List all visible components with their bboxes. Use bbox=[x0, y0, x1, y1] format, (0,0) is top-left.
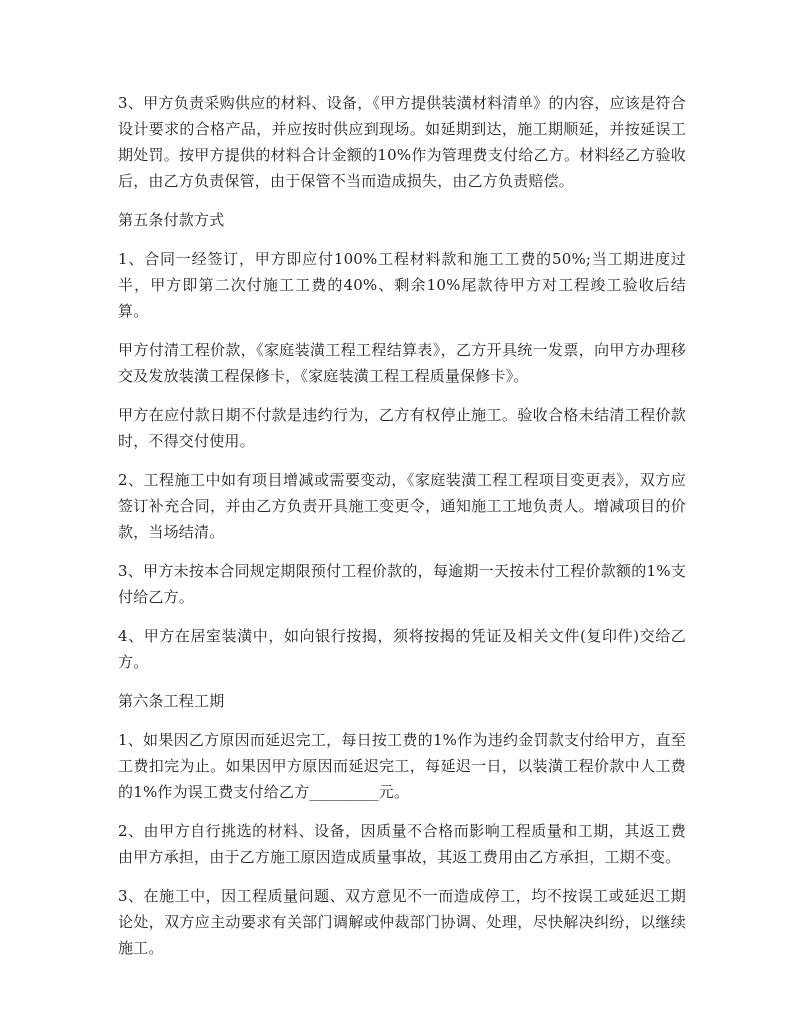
paragraph-delay-penalty: 1、如果因乙方原因而延迟完工，每日按工费的1%作为违约金罚款支付给甲方，直至工费扣完为止。如果因甲方原因而延迟完工，每延迟一日，以装潢工程价款中人工费的1%作为误工费支付给乙方_________元。 bbox=[118, 731, 686, 801]
paragraph-late-payment: 甲方在应付款日期不付款是违约行为，乙方有权停止施工。验收合格未结清工程价款时，不得交付使用。 bbox=[118, 406, 686, 450]
section-heading-payment: 第五条付款方式 bbox=[118, 211, 225, 229]
paragraph-settlement: 甲方付清工程价款，《家庭装潢工程工程结算表》，乙方开具统一发票，向甲方办理移交及发放装潢工程保修卡，《家庭装潢工程工程质量保修卡》。 bbox=[118, 341, 686, 385]
section-heading-schedule: 第六条工程工期 bbox=[118, 692, 225, 710]
paragraph-change-order: 2、工程施工中如有项目增减或需要变动，《家庭装潢工程工程项目变更表》，双方应签订补充合同，并由乙方负责开具施工变更令，通知施工工地负责人。增减项目的价款，当场结清。 bbox=[118, 471, 686, 541]
paragraph-payment-schedule: 1、合同一经签订，甲方即应付100%工程材料款和施工工费的50%;当工期进度过半，甲方即第二次付施工工费的40%、剩余10%尾款待甲方对工程竣工验收后结算。 bbox=[118, 250, 686, 320]
paragraph-overdue-penalty: 3、甲方未按本合同规定期限预付工程价款的，每逾期一天按未付工程价款额的1%支付给乙方。 bbox=[118, 562, 686, 606]
paragraph-dispute-resolution: 3、在施工中，因工程质量问题、双方意见不一而造成停工，均不按误工或延迟工期论处，双方应主动要求有关部门调解或仲裁部门协调、处理，尽快解决纠纷，以继续施工。 bbox=[118, 887, 686, 957]
paragraph-material-supply: 3、甲方负责采购供应的材料、设备，《甲方提供装潢材料清单》的内容，应该是符合设计要求的合格产品，并应按时供应到现场。如延期到达，施工期顺延，并按延误工期处罚。按甲方提供的材料合计金额的10%作为管理费支付给乙方。材料经乙方验收后，由乙方负责保管，由于保管不当而造成损失，由乙方负责赔偿。 bbox=[118, 94, 686, 190]
paragraph-rework-cost: 2、由甲方自行挑选的材料、设备，因质量不合格而影响工程质量和工期，其返工费由甲方承担，由于乙方施工原因造成质量事故，其返工费用由乙方承担，工期不变。 bbox=[118, 822, 686, 866]
paragraph-mortgage: 4、甲方在居室装潢中，如向银行按揭，须将按揭的凭证及相关文件(复印件)交给乙方。 bbox=[118, 627, 686, 671]
